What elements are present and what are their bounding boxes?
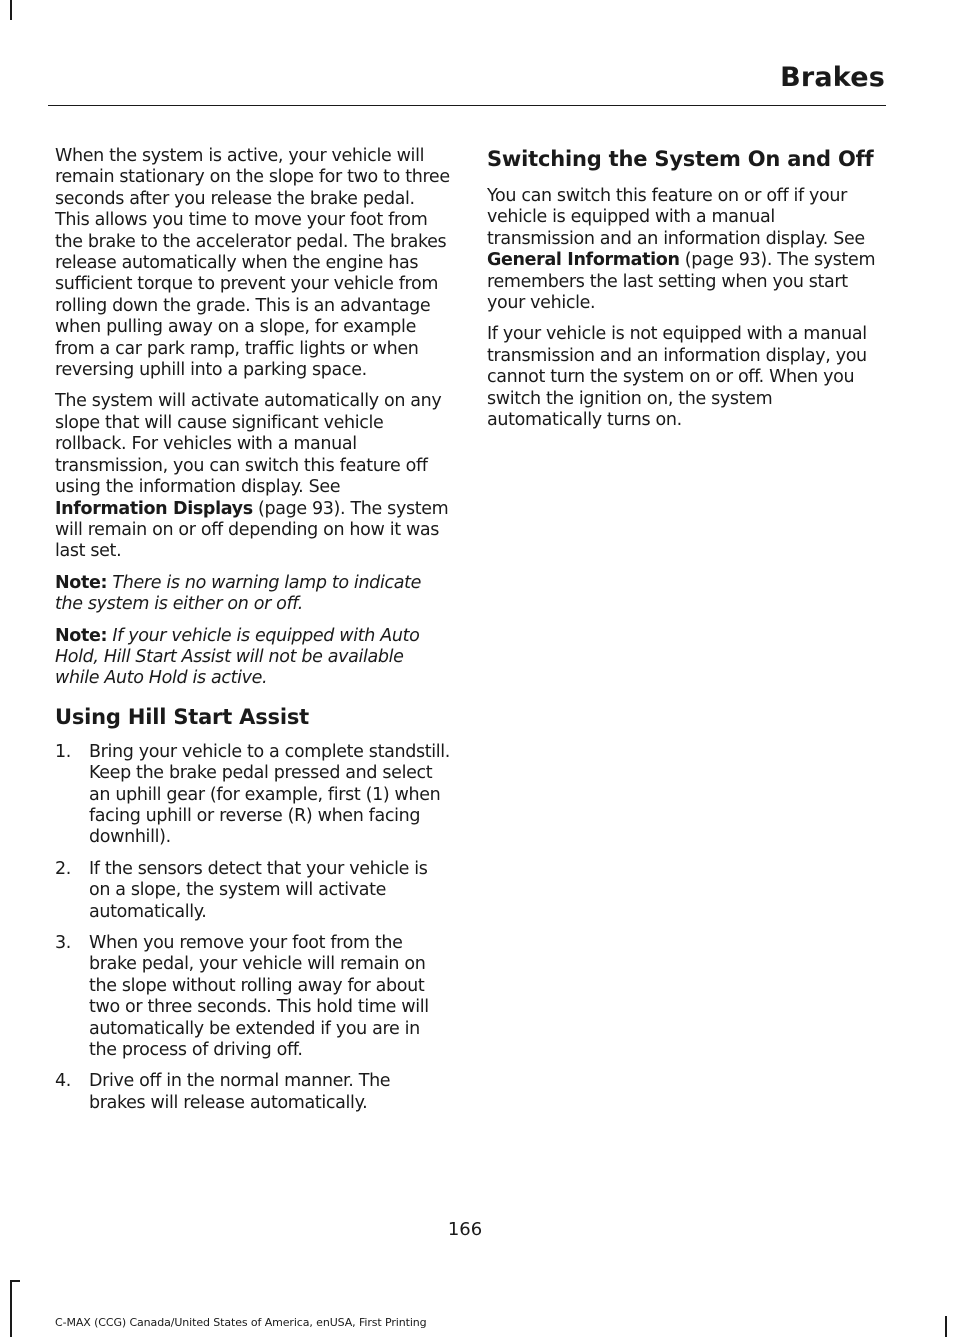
step-text: Drive off in the normal manner. The brakes will release automatically.: [89, 1071, 391, 1113]
steps-list: [55, 742, 450, 1115]
note-auto-hold: [55, 626, 450, 690]
step-number: 1.: [55, 741, 71, 762]
link-information-displays[interactable]: Information Displays: [55, 498, 253, 519]
note-warning-lamp: [55, 573, 450, 616]
page-title: Brakes: [780, 62, 885, 93]
link-general-information[interactable]: General Information: [487, 250, 680, 271]
step-text: If the sensors detect that your vehicle is on a slope, the system will activate automatically.: [89, 858, 428, 922]
crop-mark-bottom-left-horizontal: [10, 1280, 20, 1282]
page-number: 166: [447, 1219, 483, 1240]
step-text: Bring your vehicle to a complete standstill. Keep the brake pedal pressed and select an uphill gear (for example, first (1) when facing uphill or reverse (R) when facing downhill).: [89, 741, 450, 848]
step-text: When you remove your foot from the brake pedal, your vehicle will remain on the slope without rolling away for about two or three seconds. This hold time will automatically be extended if you are in the process of driving off.: [89, 933, 429, 1061]
paragraph-system-active: When the system is active, your vehicle will remain stationary on the slope for two to three seconds after you release the brake pedal. This allows you time to move your foot from the brake to the accelerator pedal. The brakes release automatically when the engine has sufficient torque to prevent your vehicle from rolling down the grade. This is an advantage when pulling away on a slope, for example from a car park ramp, traffic lights or when reversing uphill into a parking space.: [55, 146, 450, 381]
paragraph-text: The system will activate automatically on any slope that will cause significant vehicle rollback. For vehicles with a manual transmission, you can switch this feature off using the information display. See: [55, 391, 442, 498]
paragraph-text: You can switch this feature on or off if your vehicle is equipped with a manual transmission and an information display. See: [487, 186, 865, 249]
crop-mark-top-left: [10, 0, 12, 20]
list-item: [55, 933, 450, 1061]
paragraph-auto-activate: [55, 391, 450, 562]
note-label: Note:: [55, 625, 108, 646]
list-item: [55, 1071, 450, 1114]
section-heading-switching-system: Switching the System On and Off: [487, 147, 874, 171]
note-text: There is no warning lamp to indicate the system is either on or off.: [55, 572, 422, 615]
step-number: 4.: [55, 1071, 71, 1092]
section-heading-using-hill-start-assist: Using Hill Start Assist: [55, 704, 309, 729]
step-number: 3.: [55, 933, 71, 953]
paragraph-not-equipped: If your vehicle is not equipped with a manual transmission and an information display, you cannot turn the system on or off. When you switch the ignition on, the system automatically turns on.: [487, 324, 867, 431]
paragraph-text: (page 93). The system will remain on or off depending on how it was last set.: [55, 498, 449, 562]
footer-edition-text: C-MAX (CCG) Canada/United States of America, enUSA, First Printing: [55, 1316, 427, 1329]
list-item: [55, 859, 450, 923]
crop-mark-bottom-left-vertical: [10, 1280, 12, 1337]
step-number: 2.: [55, 858, 71, 879]
left-column: [55, 146, 450, 1124]
right-column: [487, 146, 882, 441]
crop-mark-bottom-right: [945, 1316, 947, 1337]
list-item: [55, 742, 450, 849]
note-label: Note:: [55, 572, 108, 593]
header-divider: [48, 105, 886, 106]
paragraph-switch-feature: [487, 186, 882, 314]
paragraph-text: (page 93). The system remembers the last setting when you start your vehicle.: [487, 250, 876, 314]
note-text: If your vehicle is equipped with Auto Hold, Hill Start Assist will not be available while Auto Hold is active.: [55, 625, 420, 689]
